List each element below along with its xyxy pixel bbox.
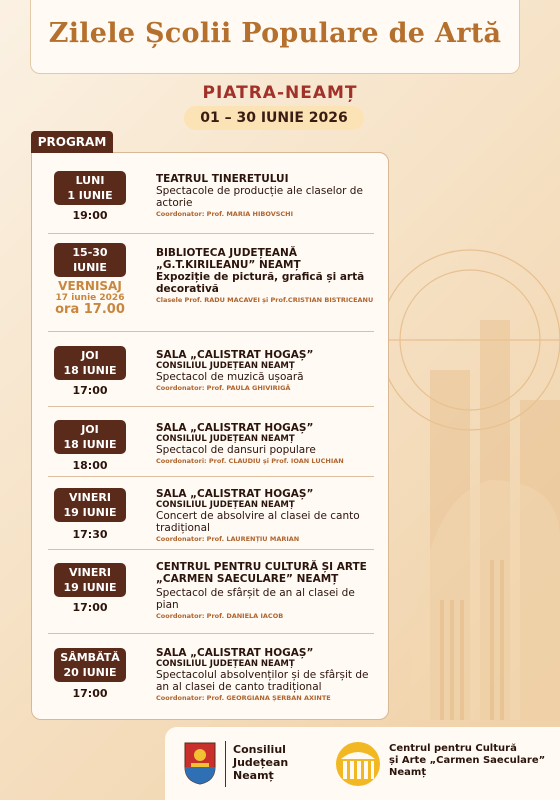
event-day-badge: [54, 171, 126, 205]
culture-center-line: Centrul pentru Cultură: [389, 743, 517, 754]
divider: [48, 549, 374, 550]
event-date: 19 IUNIE: [63, 581, 117, 594]
culture-center-name: [389, 743, 545, 779]
event-coordinator: Clasele Prof. RADU MACAVEI și Prof.CRISTIAN BISTRICEANU: [156, 296, 374, 304]
event-time: 17:00: [72, 601, 108, 614]
program-label: PROGRAM: [31, 131, 113, 153]
event-coordinator: Coordonator: Prof. PAULA GHIVIRIGĂ: [156, 384, 291, 392]
divider: [48, 331, 374, 332]
event-venue: SALA „CALISTRAT HOGAȘ”: [156, 647, 314, 659]
event-day-badge: [54, 420, 126, 454]
event-info: [156, 422, 378, 466]
event-day: JOI: [81, 349, 99, 362]
event-date: 1 IUNIE: [67, 189, 113, 202]
event-day-badge: [54, 648, 126, 682]
event-venue: SALA „CALISTRAT HOGAȘ”: [156, 488, 314, 500]
event-info: [156, 349, 378, 393]
event-description: Spectacol de muzică ușoară: [156, 371, 304, 383]
event-time: 17:00: [72, 384, 108, 397]
event-info: [156, 488, 378, 544]
county-council-name: [233, 743, 288, 782]
header-banner: [30, 0, 520, 74]
event-time: 18:00: [72, 459, 108, 472]
event-time: 17:30: [72, 528, 108, 541]
event-subvenue: CONSILIUL JUDEȚEAN NEAMȚ: [156, 434, 295, 444]
event-coordinator: Coordonator: Prof. MARIA HIBOVSCHI: [156, 210, 294, 218]
event-venue: BIBLIOTECA JUDEȚEANĂ „G.T.KIRILEANU” NEAMȚ: [156, 247, 301, 271]
event-day: VINERI: [69, 491, 111, 504]
event-coordinator: Coordonatori: Prof. CLAUDIU și Prof. IOAN LUCHIAN: [156, 457, 344, 465]
footer-logos: [165, 727, 560, 800]
event-day: 15-30: [72, 246, 108, 259]
event-date: 18 IUNIE: [63, 438, 117, 451]
event-time: 19:00: [72, 209, 108, 222]
event-description: Spectacol de sfârșit de an al clasei de pian: [156, 587, 355, 611]
event-description: Expoziție de pictură, grafică și artă decorativă: [156, 271, 365, 295]
event-subvenue: CONSILIUL JUDEȚEAN NEAMȚ: [156, 659, 295, 669]
county-council-line: Județean: [233, 756, 289, 769]
event-description: Concert de absolvire al clasei de canto tradițional: [156, 510, 360, 534]
footer-divider: [225, 741, 226, 787]
event-coordinator: Coordonator: Prof. DANIELA IACOB: [156, 612, 284, 620]
event-description: Spectacol de dansuri populare: [156, 444, 316, 456]
divider: [48, 233, 374, 234]
vernisaj-date: 17 iunie 2026: [55, 293, 125, 303]
event-coordinator: Coordonator: Prof. LAURENȚIU MARIAN: [156, 535, 300, 543]
event-subvenue: CONSILIUL JUDEȚEAN NEAMȚ: [156, 361, 295, 371]
divider: [48, 633, 374, 634]
event-info: [156, 561, 378, 621]
culture-center-line: Neamț: [389, 767, 427, 778]
event-day-badge: [54, 346, 126, 380]
event-day: JOI: [81, 423, 99, 436]
culture-center-logo-icon: [335, 741, 381, 787]
event-day: LUNI: [75, 174, 105, 187]
event-day-badge: [54, 488, 126, 522]
event-info: [156, 247, 378, 305]
county-council-line: Neamț: [233, 769, 274, 782]
event-venue: SALA „CALISTRAT HOGAȘ”: [156, 422, 314, 434]
city-name: PIATRA-NEAMȚ: [202, 83, 358, 103]
event-venue: CENTRUL PENTRU CULTURĂ ȘI ARTE „CARMEN SAECULARE” NEAMȚ: [156, 561, 367, 585]
program-panel: [31, 152, 389, 720]
event-description: Spectacole de producție ale claselor de actorie: [156, 185, 363, 209]
event-venue: TEATRUL TINERETULUI: [156, 173, 289, 185]
event-coordinator: Coordonator: Prof. GEORGIANA ȘERBAN AXINTE: [156, 694, 331, 702]
event-venue: SALA „CALISTRAT HOGAȘ”: [156, 349, 314, 361]
event-info: [156, 173, 378, 219]
culture-center-line: și Arte „Carmen Saeculare”: [389, 755, 546, 766]
vernisaj-block: [46, 280, 134, 316]
event-time: 17:00: [72, 687, 108, 700]
event-date: IUNIE: [73, 261, 107, 274]
vernisaj-label: VERNISAJ: [58, 279, 122, 293]
page-title: Zilele Școlii Populare de Artă: [48, 18, 502, 49]
divider: [48, 406, 374, 407]
event-subvenue: CONSILIUL JUDEȚEAN NEAMȚ: [156, 500, 295, 510]
county-council-line: Consiliul: [233, 743, 286, 756]
event-dates: 01 – 30 IUNIE 2026: [184, 106, 364, 130]
event-day-badge: [54, 563, 126, 597]
event-info: [156, 647, 378, 703]
event-date: 18 IUNIE: [63, 364, 117, 377]
vernisaj-time: ora 17.00: [55, 302, 125, 317]
divider: [48, 476, 374, 477]
event-date: 19 IUNIE: [63, 506, 117, 519]
event-description: Spectacolul absolvenților și de sfârșit de an al clasei de canto tradițional: [156, 669, 369, 693]
event-day: SÂMBĂTĂ: [60, 651, 120, 664]
event-day: VINERI: [69, 566, 111, 579]
event-day-badge: [54, 243, 126, 277]
event-date: 20 IUNIE: [63, 666, 117, 679]
county-crest-icon: [183, 741, 217, 785]
